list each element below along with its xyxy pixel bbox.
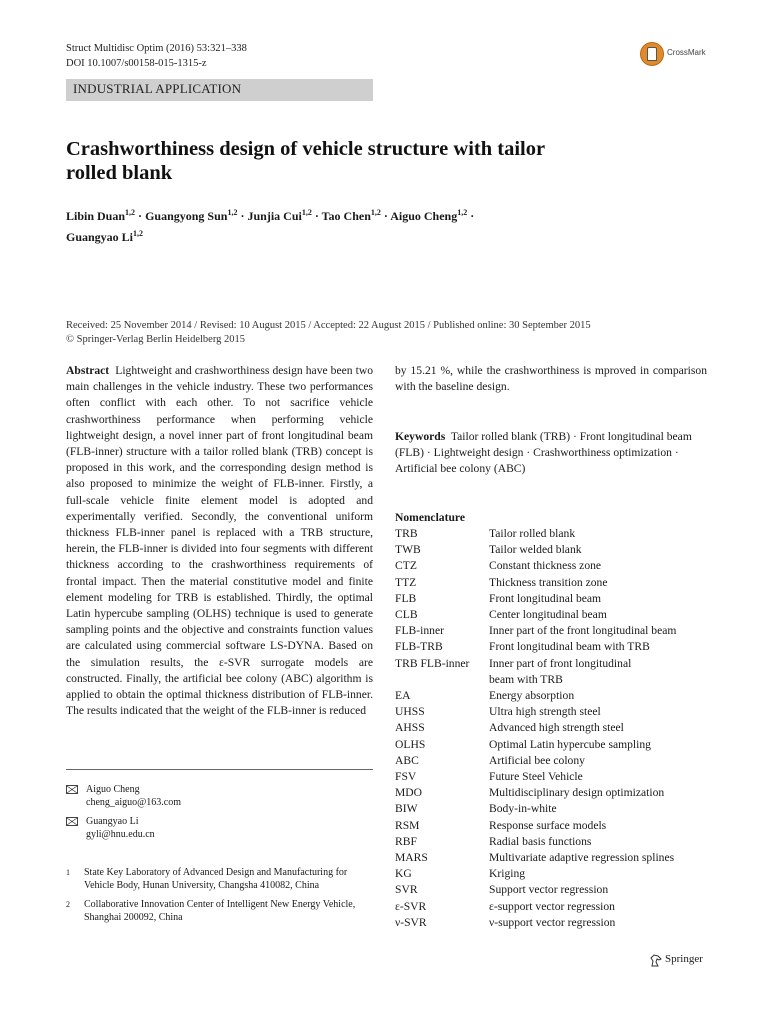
journal-citation	[66, 41, 247, 71]
journal-line: Struct Multidisc Optim (2016) 53:321–338	[66, 43, 247, 54]
nomenclature-definition: Multidisciplinary design optimization	[489, 786, 665, 800]
nomenclature-row	[395, 542, 715, 558]
envelope-icon	[66, 817, 78, 826]
section-label: INDUSTRIAL APPLICATION	[73, 81, 242, 96]
nomenclature-definition: Multivariate adaptive regression splines	[489, 851, 675, 865]
nomenclature-row	[395, 720, 715, 736]
nomenclature-table	[395, 526, 715, 931]
nomenclature-definition: Energy absorption	[489, 689, 575, 703]
article-title	[66, 137, 626, 185]
nomenclature-row	[395, 688, 715, 704]
nomenclature-abbreviation: MDO	[395, 786, 423, 800]
nomenclature-abbreviation: KG	[395, 867, 412, 881]
nomenclature-definition: Radial basis functions	[489, 834, 592, 848]
nomenclature-row	[395, 558, 715, 574]
keywords-label: Keywords	[395, 430, 446, 443]
correspondent-email[interactable]: gyli@hnu.edu.cn	[86, 829, 155, 840]
footnote-divider	[66, 769, 373, 770]
nomenclature-row	[395, 639, 715, 655]
nomenclature-abbreviation: ν-SVR	[395, 915, 427, 929]
nomenclature-row	[395, 915, 715, 931]
nomenclature-row	[395, 737, 715, 753]
nomenclature-definition: Body-in-white	[489, 802, 557, 816]
nomenclature-row	[395, 818, 715, 834]
author[interactable]: Aiguo Cheng$^{1,2}$ ·	[390, 208, 475, 223]
nomenclature-abbreviation: EA	[395, 689, 411, 703]
nomenclature-abbreviation: FLB	[395, 591, 417, 605]
nomenclature-abbreviation: FLB-inner	[395, 624, 444, 638]
keywords	[395, 429, 707, 478]
crossmark-icon	[640, 42, 664, 66]
nomenclature-abbreviation: TTZ	[395, 575, 417, 589]
author[interactable]: Junjia Cui$^{1,2}$ ·	[247, 208, 322, 223]
nomenclature-row	[395, 704, 715, 720]
nomenclature-definition: Inner part of the front longitudinal beam	[489, 624, 677, 638]
dates-line: Received: 25 November 2014 / Revised: 10 August 2015 / Accepted: 22 August 2015 / Published online: 30 September 2015	[66, 320, 591, 331]
correspondent-name: Aiguo Cheng	[86, 784, 140, 795]
nomenclature-row	[395, 672, 715, 688]
doi-line[interactable]: DOI 10.1007/s00158-015-1315-z	[66, 58, 207, 69]
nomenclature-row	[395, 656, 715, 672]
author-list	[66, 204, 706, 246]
title-line-2: rolled blank	[66, 162, 173, 184]
author[interactable]: Guangyong Sun$^{1,2}$ ·	[145, 208, 248, 223]
nomenclature-row	[395, 801, 715, 817]
abstract-continuation: by 15.21 %, while the crashworthiness is mproved in comparison with the baseline design.	[395, 364, 707, 394]
nomenclature-row	[395, 785, 715, 801]
nomenclature-abbreviation: RSM	[395, 818, 420, 832]
publisher-logo	[650, 953, 730, 969]
nomenclature-definition: Tailor welded blank	[489, 543, 582, 557]
nomenclature-abbreviation: FLB-TRB	[395, 640, 443, 654]
author[interactable]: Tao Chen$^{1,2}$ ·	[321, 208, 391, 223]
nomenclature-row	[395, 623, 715, 639]
author[interactable]: Guangyao Li$^{1,2}$	[66, 229, 144, 244]
correspondence-entry	[66, 783, 366, 811]
nomenclature-definition: Advanced high strength steel	[489, 721, 624, 735]
nomenclature-row	[395, 882, 715, 898]
nomenclature-row	[395, 769, 715, 785]
nomenclature-row	[395, 607, 715, 623]
keywords-text: Tailor rolled blank (TRB) · Front longitudinal beam (FLB) · Lightweight design · Crashworthiness optimization · Artificial bee colony (ABC)	[395, 430, 692, 476]
affiliation-line: State Key Laboratory of Advanced Design and Manufacturing for	[84, 867, 348, 878]
affiliation-number: 2	[66, 900, 70, 909]
nomenclature-row	[395, 753, 715, 769]
abstract-body	[66, 363, 373, 719]
affiliation-line: Shanghai 200092, China	[84, 912, 183, 923]
nomenclature-abbreviation: MARS	[395, 851, 428, 865]
nomenclature-row	[395, 575, 715, 591]
nomenclature-definition: Constant thickness zone	[489, 559, 602, 573]
copyright-line: © Springer-Verlag Berlin Heidelberg 2015	[66, 334, 246, 345]
nomenclature-definition: Ultra high strength steel	[489, 705, 601, 719]
nomenclature-abbreviation: TRB FLB-inner	[395, 656, 470, 670]
nomenclature-abbreviation: UHSS	[395, 705, 425, 719]
nomenclature-abbreviation: SVR	[395, 883, 418, 897]
author[interactable]: Libin Duan$^{1,2}$ ·	[66, 208, 146, 223]
nomenclature-definition: beam with TRB	[489, 672, 563, 686]
nomenclature-row	[395, 866, 715, 882]
nomenclature-definition: Future Steel Vehicle	[489, 770, 583, 784]
springer-horse-icon	[650, 954, 662, 967]
correspondent-email[interactable]: cheng_aiguo@163.com	[86, 797, 182, 808]
nomenclature-abbreviation: TRB	[395, 527, 418, 540]
nomenclature-abbreviation: CLB	[395, 608, 418, 622]
nomenclature-abbreviation: ε-SVR	[395, 899, 427, 913]
affiliation-line: Vehicle Body, Hunan University, Changsha 410082, China	[84, 880, 320, 891]
nomenclature-abbreviation	[395, 672, 489, 688]
nomenclature-definition: Center longitudinal beam	[489, 608, 607, 622]
nomenclature-row	[395, 899, 715, 915]
affiliation-number: 1	[66, 868, 70, 877]
abstract-text: Lightweight and crashworthiness design have been two main challenges in the vehicle industry. These two performances often conflict with each other. To not sacrifice vehicle crashworthiness performance when performing vehicle lightweight design, a novel inner part of front longitudinal beam (FLB-inner) structure with a tailor rolled blank (TRB) concept is proposed in this work, and the corresponding design method is also proposed to minimize the weight of FLB-inner. Firstly, a full-scale vehicle finite element model is adopted and experimentally verified. Secondly, the conventional uniform thickness FLB-inner panel is replaced with a TRB structure, herein, the FLB-inner is divided into four segments with different thickness according to the crashworthiness requirements of frontal impact. Then the material constitutive model and finite element modeling for TRB is established. Thirdly, the optimal Latin hypercube sampling (OLHS) technique is used to generate sampling points and the objective and constraints function values are calculated using commercial software LS-DYNA. Based on the simulation results, the ε-SVR surrogate models are constructed. Finally, the artificial bee colony (ABC) algorithm is applied to obtain the optimal thickness distribution of FLB-inner. The results indicated that the weight of the FLB-inner is reduced	[66, 364, 373, 718]
abstract-label: Abstract	[66, 364, 110, 377]
nomenclature-abbreviation: AHSS	[395, 721, 425, 735]
nomenclature-definition: Response surface models	[489, 818, 607, 832]
nomenclature-abbreviation: BIW	[395, 802, 418, 816]
nomenclature-definition: Front longitudinal beam	[489, 591, 602, 605]
nomenclature-definition: ν-support vector regression	[489, 915, 616, 929]
envelope-icon	[66, 785, 78, 794]
nomenclature-abbreviation: TWB	[395, 543, 421, 557]
publisher-name: Springer	[665, 953, 703, 965]
affiliation-line: Collaborative Innovation Center of Intelligent New Energy Vehicle,	[84, 899, 356, 910]
nomenclature-definition: Kriging	[489, 867, 526, 881]
nomenclature-definition: Thickness transition zone	[489, 575, 608, 589]
nomenclature-definition: Support vector regression	[489, 883, 609, 897]
nomenclature-definition: Front longitudinal beam with TRB	[489, 640, 650, 654]
publication-history	[66, 319, 716, 347]
nomenclature-definition: ε-support vector regression	[489, 899, 615, 913]
title-line-1: Crashworthiness design of vehicle structure with tailor	[66, 138, 546, 160]
affiliation	[66, 866, 376, 894]
crossmark-badge[interactable]	[640, 42, 760, 66]
section-banner	[66, 79, 373, 101]
nomenclature-definition: Tailor rolled blank	[489, 527, 576, 540]
nomenclature-abbreviation: OLHS	[395, 737, 426, 751]
nomenclature-definition: Artificial bee colony	[489, 753, 585, 767]
correspondence-entry	[66, 815, 366, 843]
correspondent-name: Guangyao Li	[86, 816, 139, 827]
nomenclature-row	[395, 526, 715, 542]
nomenclature-row	[395, 591, 715, 607]
nomenclature-definition: Inner part of front longitudinal	[489, 656, 632, 670]
nomenclature-definition: Optimal Latin hypercube sampling	[489, 737, 651, 751]
nomenclature-row	[395, 850, 715, 866]
nomenclature-abbreviation: FSV	[395, 770, 417, 784]
affiliation	[66, 898, 376, 926]
nomenclature-row	[395, 834, 715, 850]
nomenclature-heading: Nomenclature	[395, 511, 465, 524]
crossmark-label: CrossMark	[667, 48, 706, 57]
nomenclature-abbreviation: RBF	[395, 834, 417, 848]
nomenclature-abbreviation: CTZ	[395, 559, 417, 573]
nomenclature-abbreviation: ABC	[395, 753, 419, 767]
